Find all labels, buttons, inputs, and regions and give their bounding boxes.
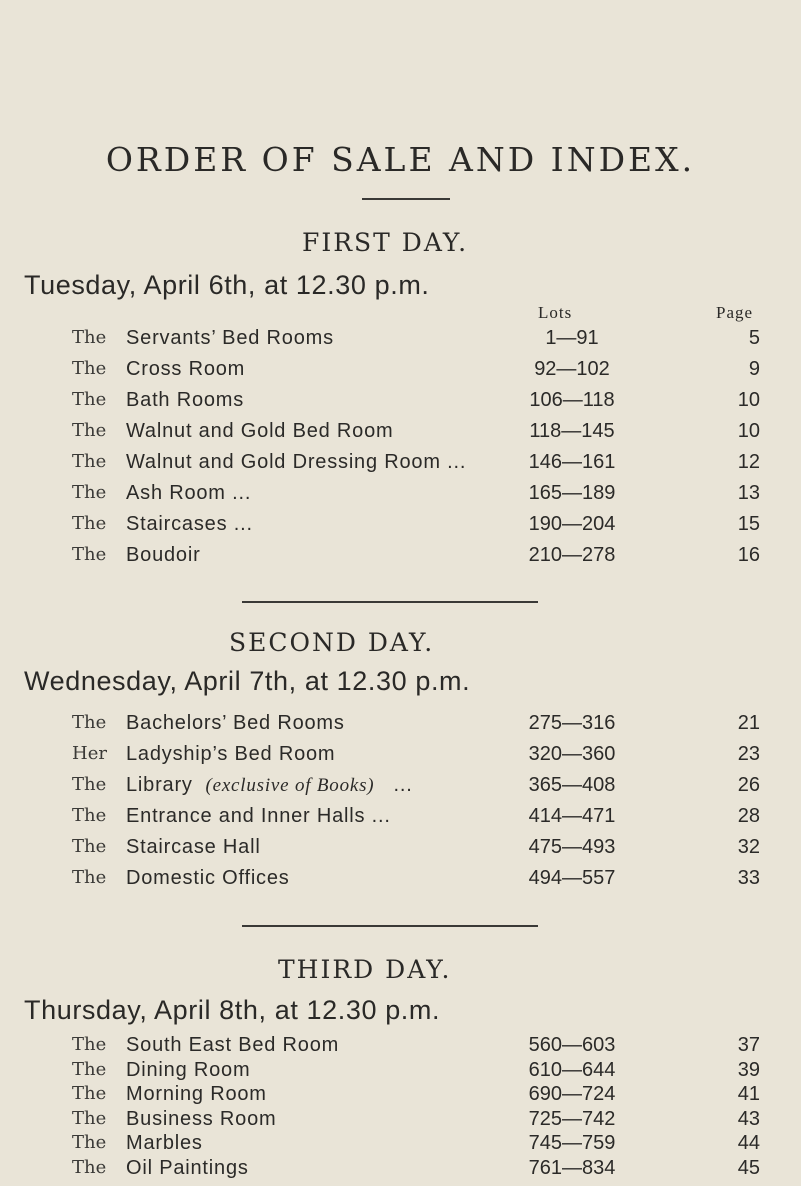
row-article: The [72, 805, 107, 826]
row-page: 33 [737, 867, 760, 889]
index-row [0, 836, 801, 862]
row-article: The [72, 1107, 107, 1129]
index-row [0, 805, 801, 831]
row-page: 32 [737, 836, 760, 858]
day-heading-second: SECOND DAY. [229, 628, 435, 657]
row-page: 9 [748, 358, 760, 380]
row-room: Cross Room [126, 358, 246, 380]
row-page: 21 [737, 712, 760, 734]
row-room-name: Library [126, 774, 193, 796]
row-room: Bachelors’ Bed Rooms [126, 712, 345, 734]
row-article: Her [72, 743, 107, 764]
index-row [0, 1059, 801, 1085]
row-lots: 92—102 [534, 358, 610, 380]
row-page: 26 [737, 774, 760, 796]
index-row [0, 1157, 801, 1183]
row-lots: 414—471 [528, 805, 616, 827]
row-lots: 494—557 [528, 867, 616, 889]
row-article: The [72, 836, 107, 857]
row-lots: 106—118 [529, 389, 615, 411]
index-row [0, 867, 801, 893]
row-lots: 190—204 [528, 513, 616, 535]
row-article: The [72, 1156, 107, 1178]
section-divider [242, 601, 538, 603]
row-lots: 761—834 [528, 1156, 616, 1179]
row-page: 10 [737, 389, 760, 411]
row-page: 45 [737, 1156, 760, 1179]
index-row [0, 1034, 801, 1060]
row-room: Oil Paintings [126, 1156, 249, 1179]
row-page: 10 [737, 420, 760, 442]
row-article: The [72, 774, 107, 795]
row-lots: 165—189 [528, 482, 616, 504]
index-row [0, 774, 801, 800]
row-lots: 118—145 [529, 420, 615, 442]
row-lots: 475—493 [528, 836, 616, 858]
row-room: Domestic Offices [126, 867, 290, 889]
row-page: 41 [737, 1083, 760, 1105]
row-room: Dining Room [126, 1058, 251, 1081]
row-page: 16 [737, 544, 760, 566]
day-heading-third: THIRD DAY. [278, 955, 452, 984]
row-room [126, 774, 413, 797]
row-lots: 365—408 [528, 774, 616, 796]
index-row [0, 451, 801, 477]
index-row [0, 712, 801, 738]
row-page: 28 [737, 805, 760, 827]
day-date-third: Thursday, April 8th, at 12.30 p.m. [24, 995, 441, 1025]
index-row [0, 1108, 801, 1134]
index-row [0, 389, 801, 415]
index-row [0, 482, 801, 508]
row-article: The [72, 544, 107, 565]
row-article: The [72, 451, 107, 472]
row-article: The [72, 1083, 107, 1104]
index-row [0, 420, 801, 446]
row-lots: 320—360 [528, 743, 616, 765]
row-article: The [72, 482, 107, 503]
day-date-first: Tuesday, April 6th, at 12.30 p.m. [24, 270, 430, 300]
row-room: Servants’ Bed Rooms [126, 327, 334, 349]
index-row [0, 743, 801, 769]
row-lots: 725—742 [528, 1107, 616, 1130]
row-article: The [72, 1034, 107, 1055]
row-room: Walnut and Gold Dressing Room ... [126, 451, 467, 473]
row-page: 23 [737, 743, 760, 765]
index-row [0, 1132, 801, 1158]
row-lots: 275—316 [528, 712, 616, 734]
index-row [0, 513, 801, 539]
row-room: Walnut and Gold Bed Room [126, 420, 394, 442]
row-page: 39 [737, 1058, 760, 1081]
row-article: The [72, 389, 107, 410]
day-date-second: Wednesday, April 7th, at 12.30 p.m. [24, 666, 471, 696]
column-header-page: Page [716, 303, 754, 322]
row-lots: 1—91 [545, 327, 599, 349]
index-row [0, 544, 801, 570]
title-divider [362, 198, 450, 200]
row-article: The [72, 513, 107, 534]
index-row [0, 1083, 801, 1109]
row-lots: 146—161 [528, 451, 616, 473]
row-lots: 560—603 [528, 1034, 616, 1056]
row-article: The [72, 867, 107, 888]
row-room: Business Room [126, 1107, 277, 1130]
row-room: Boudoir [126, 544, 201, 566]
row-page: 12 [737, 451, 760, 473]
row-article: The [72, 1058, 107, 1080]
row-lots: 210—278 [528, 544, 616, 566]
row-article: The [72, 1132, 107, 1153]
row-room: Staircases ... [126, 513, 253, 535]
row-article: The [72, 327, 107, 348]
row-page: 13 [737, 482, 760, 504]
row-page: 15 [737, 513, 760, 535]
row-room: South East Bed Room [126, 1034, 340, 1056]
page-title: ORDER OF SALE AND INDEX. [105, 140, 696, 179]
row-article: The [72, 420, 107, 441]
row-room: Ladyship’s Bed Room [126, 743, 336, 765]
section-divider [242, 925, 538, 927]
row-room: Entrance and Inner Halls ... [126, 805, 391, 827]
row-article: The [72, 358, 107, 379]
column-header-lots: Lots [538, 303, 573, 322]
row-page: 37 [737, 1034, 760, 1056]
row-page: 5 [748, 327, 760, 349]
row-room-note: (exclusive of Books) [205, 775, 375, 796]
row-room: Morning Room [126, 1083, 267, 1105]
row-lots: 610—644 [528, 1058, 616, 1081]
row-lots: 745—759 [528, 1132, 616, 1154]
index-row [0, 327, 801, 353]
day-heading-first: FIRST DAY. [302, 228, 469, 257]
row-room: Marbles [126, 1132, 203, 1154]
row-room: Ash Room ... [126, 482, 252, 504]
row-room: Staircase Hall [126, 836, 261, 858]
row-page: 43 [737, 1107, 760, 1130]
row-room-suffix: ... [393, 774, 413, 796]
row-room: Bath Rooms [126, 389, 245, 411]
row-lots: 690—724 [528, 1083, 616, 1105]
row-article: The [72, 712, 107, 733]
row-page: 44 [737, 1132, 760, 1154]
index-row [0, 358, 801, 384]
